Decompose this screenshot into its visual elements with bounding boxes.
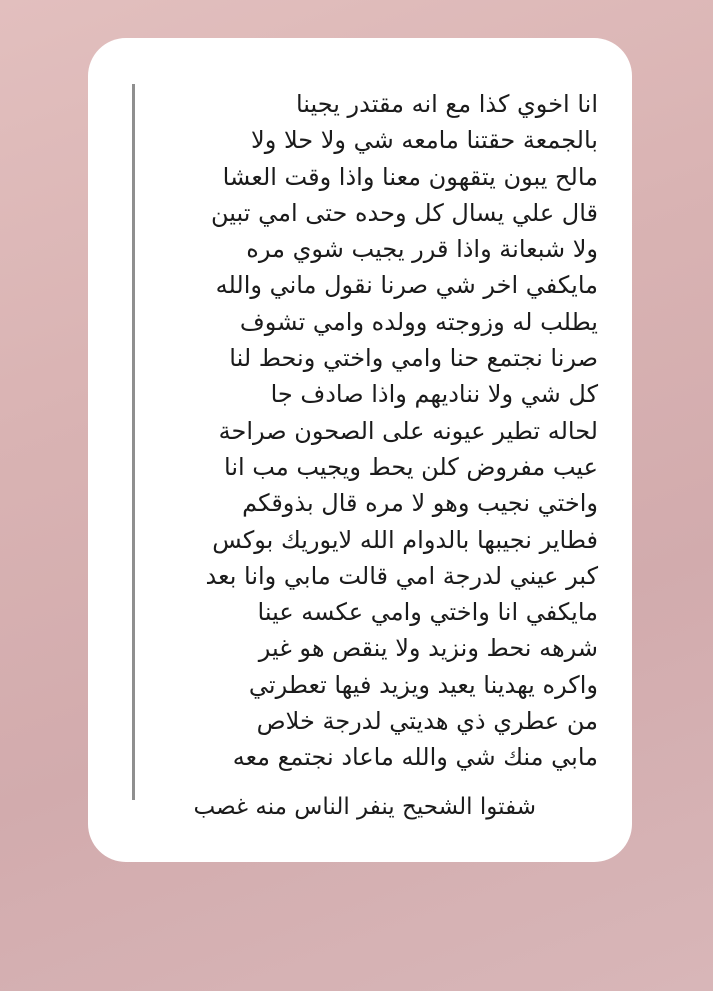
quote-line: ولا شبعانة واذا قرر يجيب شوي مره [246,235,598,264]
message-card [88,38,632,862]
quote-line: عيب مفروض كلن يحط ويجيب مب انا [224,452,598,481]
quote-line: كبر عيني لدرجة امي قالت مابي وانا بعد [205,561,598,590]
quote-line: من عطري ذي هديتي لدرجة خلاص [256,707,598,736]
quote-line: يطلب له وزوجته وولده وامي تشوف [239,307,598,336]
quote-line: انا اخوي كذا مع انه مقتدر يجينا [295,90,598,118]
quote-line: قال علي يسال كل وحده حتى امي تبين [211,198,598,227]
quote-line: كل شي ولا نناديهم واذا صادف جا [270,380,598,409]
quote-line: مابي منك شي والله ماعاد نجتمع معه [232,743,598,772]
quote-line: واكره يهدينا يعيد ويزيد فيها تعطرتي [248,670,598,699]
quote-bar [132,84,135,800]
quote-line: صرنا نجتمع حنا وامي واختي ونحط لنا [229,344,598,373]
quoted-message [158,86,598,776]
quote-line: مايكفي انا واختي وامي عكسه عينا [257,598,598,627]
quote-line: مالح يبون يتقهون معنا واذا وقت العشا [222,162,598,191]
quote-line: لحاله تطير عيونه على الصحون صراحة [218,416,598,445]
quote-line: بالجمعة حقتنا مامعه شي ولا حلا ولا [251,126,598,155]
quote-line: فطاير نجيبها بالدوام الله لايوريك بوكس [212,525,598,554]
reply-text: شفتوا الشحيح ينفر الناس منه غصب [193,794,536,820]
quote-line: شرهه نحط ونزيد ولا ينقص هو غير [258,634,598,663]
quote-line: مايكفي اخر شي صرنا نقول ماني والله [215,271,598,300]
quote-line: واختي نجيب وهو لا مره قال بذوقكم [242,489,598,518]
